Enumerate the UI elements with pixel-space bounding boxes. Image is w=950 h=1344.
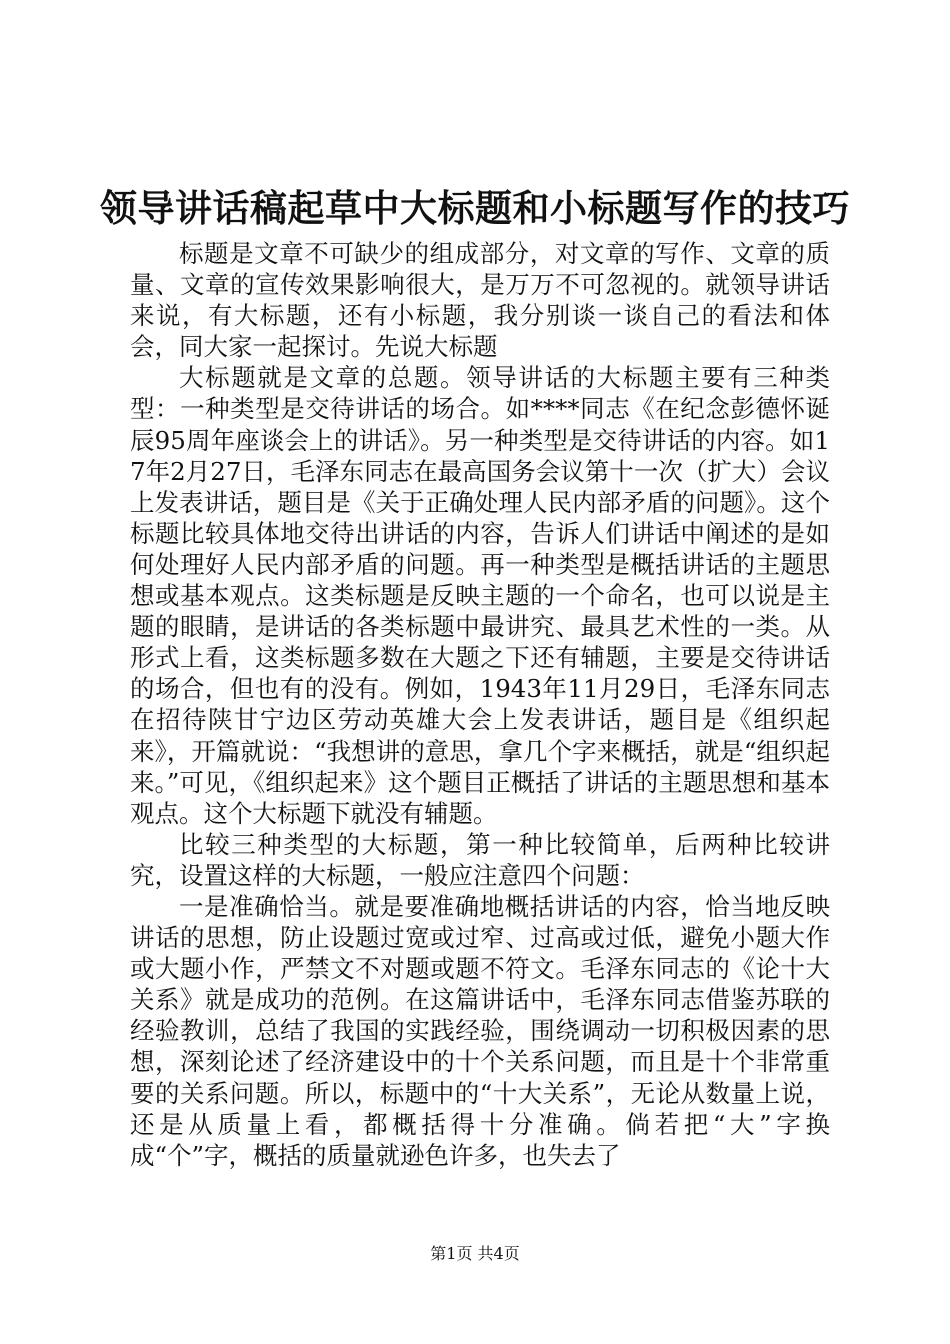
paragraph-main-title-types: 大标题就是文章的总题。领导讲话的大标题主要有三种类型：一种类型是交待讲话的场合。如****同志《在纪念彭德怀诞辰95周年座谈会上的讲话》。另一种类型是交待讲话的内容。如17年2月27日，毛泽东同志在最高国务会议第十一次（扩大）会议上发表讲话，题目是《关于正确处理人民内部矛盾的问题》。这个标题比较具体地交待出讲话的内容，告诉人们讲话中阐述的是如何处理好人民内部矛盾的问题。再一种类型是概括讲话的主题思想或基本观点。这类标题是反映主题的一个命名，也可以说是主题的眼睛，是讲话的各类标题中最讲究、最具艺术性的一类。从形式上看，这类标题多数在大题之下还有辅题，主要是交待讲话的场合，但也有的没有。例如，1943年11月29日，毛泽东同志在招待陕甘宁边区劳动英雄大会上发表讲话，题目是《组织起来》，开篇就说：“我想讲的意思，拿几个字来概括，就是“组织起来。”可见，《组织起来》这个题目正概括了讲话的主题思想和基本观点。这个大标题下就没有辅题。 xyxy=(130,363,830,828)
paragraph-intro: 标题是文章不可缺少的组成部分，对文章的写作、文章的质量、文章的宣传效果影响很大，是万万不可忽视的。就领导讲话来说，有大标题，还有小标题，我分别谈一谈自己的看法和体会，同大家一起探讨。先说大标题 xyxy=(130,239,830,362)
paragraph-accuracy: 一是准确恰当。就是要准确地概括讲话的内容，恰当地反映讲话的思想，防止设题过宽或过窄、过高或过低，避免小题大作或大题小作，严禁文不对题或题不符文。毛泽东同志的《论十大关系》就是成功的范例。在这篇讲话中，毛泽东同志借鉴苏联的经验教训，总结了我国的实践经验，围绕调动一切积极因素的思想，深刻论述了经济建设中的十个关系问题，而且是十个非常重要的关系问题。所以，标题中的“十大关系”，无论从数量上说，还是从质量上看，都概括得十分准确。倘若把“大”字换成“个”字，概括的质量就逊色许多，也失去了 xyxy=(130,891,830,1170)
paragraph-comparison: 比较三种类型的大标题，第一种比较简单，后两种比较讲究，设置这样的大标题，一般应注意四个问题： xyxy=(130,829,830,890)
page-footer: 第1页 共4页 xyxy=(430,1244,520,1263)
document-title: 领导讲话稿起草中大标题和小标题写作的技巧 xyxy=(100,186,850,230)
document-body xyxy=(130,238,830,1171)
